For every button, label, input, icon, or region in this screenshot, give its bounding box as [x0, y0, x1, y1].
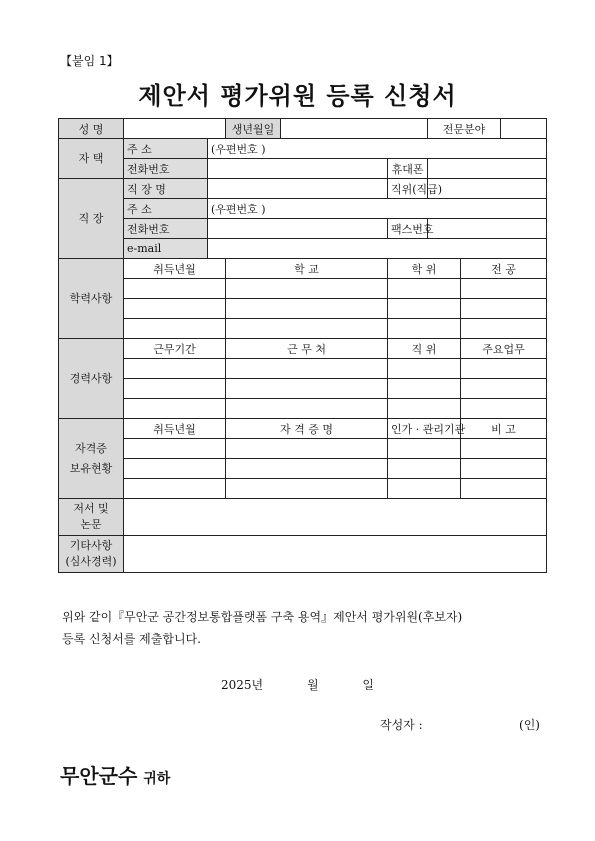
seal-mark: (인) [519, 718, 540, 732]
career-section-label: 경력사항 [59, 339, 124, 419]
publications-label-line1: 저서 및 [73, 502, 109, 515]
career-header-duty: 주요업무 [461, 339, 547, 359]
work-address-label: 주 소 [124, 199, 208, 219]
license-label-line1: 자격증 [75, 441, 107, 455]
specialty-field[interactable] [501, 119, 547, 139]
work-phone-field[interactable] [208, 219, 388, 239]
birth-label: 생년월일 [226, 119, 281, 139]
work-section-label: 직 장 [59, 179, 124, 259]
declaration-line1: 위와 같이『무안군 공간정보통합플랫폼 구축 용역』제안서 평가위원(후보자) [62, 610, 463, 624]
license-cell[interactable] [226, 439, 388, 459]
career-cell[interactable] [461, 359, 547, 379]
work-phone-label: 전화번호 [124, 219, 208, 239]
home-zip-text: (우편번호 ) [211, 142, 266, 156]
education-section-label: 학력사항 [59, 259, 124, 339]
position-label: 직위(직급) [388, 179, 428, 199]
name-field[interactable] [124, 119, 226, 139]
education-header-school: 학 교 [226, 259, 388, 279]
license-cell[interactable] [226, 459, 388, 479]
license-header-name: 자 격 증 명 [226, 419, 388, 439]
license-cell[interactable] [388, 479, 461, 499]
registration-form-table [58, 118, 547, 573]
mobile-label: 휴대폰 [388, 159, 428, 179]
license-cell[interactable] [388, 459, 461, 479]
education-cell[interactable] [226, 279, 388, 299]
license-cell[interactable] [461, 459, 547, 479]
education-header-degree: 학 위 [388, 259, 461, 279]
others-label-line1: 기타사항 [69, 539, 113, 552]
license-header-remarks: 비 고 [461, 419, 547, 439]
license-label-line2: 보유현황 [69, 461, 113, 475]
education-cell[interactable] [226, 299, 388, 319]
publications-label-line2: 논문 [80, 518, 102, 531]
submission-date [0, 676, 595, 693]
education-cell[interactable] [388, 319, 461, 339]
license-header-agency: 인가 · 관리기관 [388, 419, 461, 439]
career-cell[interactable] [124, 379, 226, 399]
work-zip-text: (우편번호 ) [211, 202, 266, 216]
education-cell[interactable] [461, 279, 547, 299]
publications-field[interactable] [124, 499, 547, 536]
education-cell[interactable] [388, 279, 461, 299]
fax-label: 팩스번호 [388, 219, 428, 239]
others-label-line2: (심사경력) [65, 555, 117, 568]
career-header-workplace: 근 무 처 [226, 339, 388, 359]
education-cell[interactable] [461, 299, 547, 319]
company-label: 직 장 명 [124, 179, 208, 199]
career-cell[interactable] [461, 399, 547, 419]
career-header-period: 근무기간 [124, 339, 226, 359]
others-label [59, 536, 124, 573]
name-label: 성 명 [59, 119, 124, 139]
career-cell[interactable] [226, 359, 388, 379]
home-phone-label: 전화번호 [124, 159, 208, 179]
addressee [60, 760, 170, 789]
license-cell[interactable] [461, 479, 547, 499]
work-address-field[interactable] [208, 199, 547, 219]
writer-label: 작성자 : [380, 718, 423, 732]
company-field[interactable] [208, 179, 388, 199]
education-cell[interactable] [124, 299, 226, 319]
education-header-major: 전 공 [461, 259, 547, 279]
career-cell[interactable] [388, 379, 461, 399]
career-cell[interactable] [388, 359, 461, 379]
home-section-label: 자 택 [59, 139, 124, 179]
date-day: 일 [362, 678, 374, 692]
education-cell[interactable] [124, 279, 226, 299]
writer-signature-line [380, 716, 540, 733]
license-cell[interactable] [124, 479, 226, 499]
career-cell[interactable] [124, 399, 226, 419]
others-field[interactable] [124, 536, 547, 573]
publications-label [59, 499, 124, 536]
addressee-suffix: 귀하 [143, 771, 171, 787]
license-cell[interactable] [124, 439, 226, 459]
date-month: 월 [306, 678, 319, 692]
license-cell[interactable] [461, 439, 547, 459]
declaration-line2: 등록 신청서를 제출합니다. [62, 632, 201, 646]
home-phone-field[interactable] [208, 159, 388, 179]
addressee-main: 무안군수 [60, 764, 138, 788]
education-header-date: 취득년월 [124, 259, 226, 279]
education-cell[interactable] [226, 319, 388, 339]
home-address-label: 주 소 [124, 139, 208, 159]
position-field[interactable] [428, 179, 547, 199]
education-cell[interactable] [388, 299, 461, 319]
license-cell[interactable] [124, 459, 226, 479]
attachment-label: 【붙임 1】 [60, 54, 119, 68]
home-address-field[interactable] [208, 139, 547, 159]
career-cell[interactable] [388, 399, 461, 419]
career-header-position: 직 위 [388, 339, 461, 359]
career-cell[interactable] [226, 399, 388, 419]
date-year: 2025년 [221, 678, 264, 692]
license-section-label [59, 419, 124, 499]
specialty-label: 전문분야 [428, 119, 501, 139]
career-cell[interactable] [226, 379, 388, 399]
career-cell[interactable] [461, 379, 547, 399]
email-field[interactable] [208, 239, 547, 259]
fax-field[interactable] [428, 219, 547, 239]
email-label: e-mail [124, 239, 208, 259]
education-cell[interactable] [461, 319, 547, 339]
license-header-date: 취득년월 [124, 419, 226, 439]
license-cell[interactable] [388, 439, 461, 459]
mobile-field[interactable] [428, 159, 547, 179]
birth-field[interactable] [281, 119, 428, 139]
education-cell[interactable] [124, 319, 226, 339]
license-cell[interactable] [226, 479, 388, 499]
career-cell[interactable] [124, 359, 226, 379]
form-title: 제안서 평가위원 등록 신청서 [138, 82, 457, 110]
declaration-text [62, 606, 542, 650]
